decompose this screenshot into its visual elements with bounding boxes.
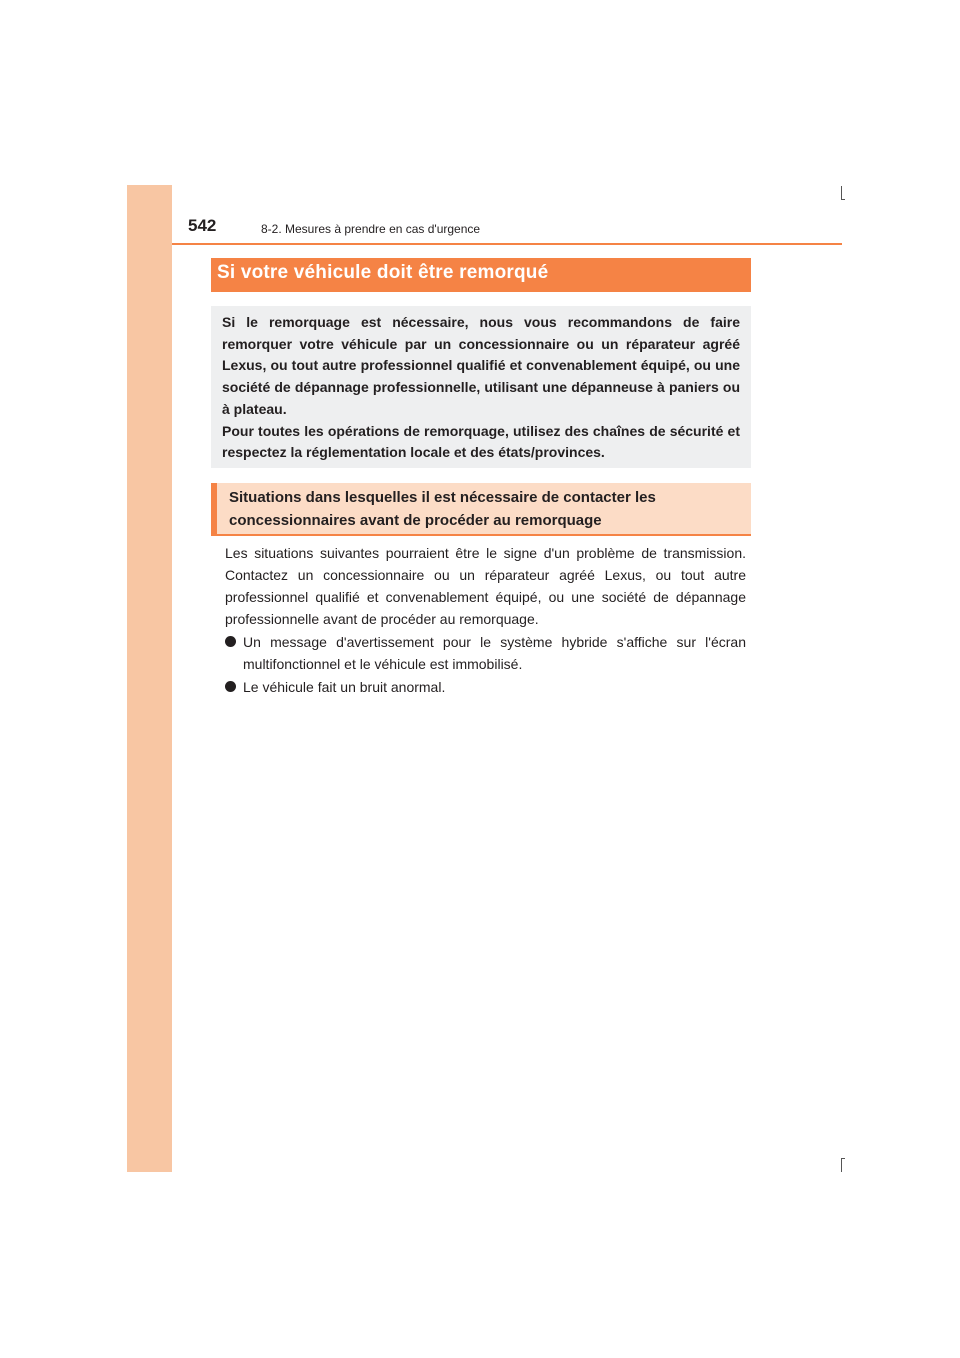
crop-mark-bottom [841,1158,842,1172]
page-number: 542 [188,216,217,235]
header-rule [172,243,842,245]
bullet-dot-icon [225,636,236,647]
subsection-heading [211,483,751,536]
section-title: Si votre véhicule doit être remorqué [217,262,549,283]
list-item-text: Le véhicule fait un bruit anormal. [243,679,446,695]
subsection-title: Situations dans lesquelles il est nécessaire de contacter les concessionnaires avant de procéder au remorquage [229,489,656,529]
list-item-text: Un message d'avertissement pour le système hybride s'affiche sur l'écran multifonctionnel et le véhicule est immobilisé. [243,634,746,672]
side-tab-band [127,185,172,1172]
bullet-dot-icon [225,681,236,692]
intro-box [211,306,751,468]
list-item [225,631,746,675]
subsection-body: Les situations suivantes pourraient être le signe d'un problème de transmission. Contactez un concessionnaire ou un réparateur agréé Lexus, ou tout autre professionnel qualifié et convenablement équipé, ou une société de dépannage professionnelle avant de procéder au remorquage. [225,545,746,627]
section-title-bar [211,258,751,292]
crop-mark-top [841,186,842,200]
intro-paragraph-2: Pour toutes les opérations de remorquage, utilisez des chaînes de sécurité et respectez la réglementation locale et des états/provinces. [222,422,740,461]
running-header: 8-2. Mesures à prendre en cas d'urgence [261,222,481,236]
list-item [225,676,746,698]
intro-paragraph-1: Si le remorquage est nécessaire, nous vous recommandons de faire remorquer votre véhicule par un concessionnaire ou un réparateur agréé Lexus, ou tout autre professionnel qualifié et convenablement équipé, ou une société de dépannage professionnelle, utilisant une dépanneuse à paniers ou à plateau. [222,314,740,417]
